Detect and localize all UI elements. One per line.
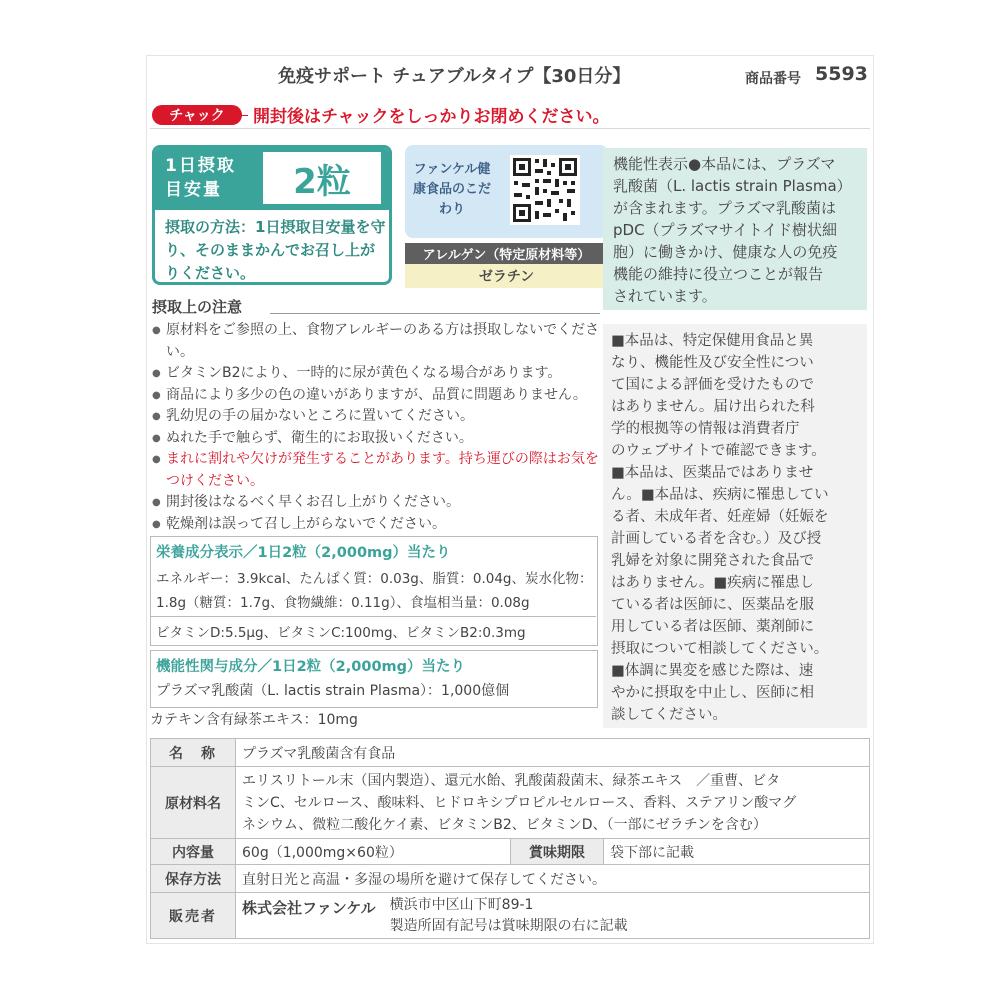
caution-item: ● ぬれた手で触らず、衛生的にお取扱いください。 (152, 428, 600, 450)
notice-line: はありません。■疾病に罹患し (611, 575, 815, 591)
qr-card-text: ファンケル健康食品のこだわり (412, 162, 491, 217)
notice-line: ■本品は、医薬品ではありませ (611, 465, 814, 481)
notice-line: ■体調に異変を感じた際は、速 (611, 663, 814, 679)
notice-line: ん。■本品は、疾病に罹患してい (611, 487, 829, 503)
notice-line: 乳婦を対象に開発された食品で (611, 553, 814, 569)
divider (150, 128, 870, 129)
notice-line: やかに摂取を中止し、医師に相 (611, 685, 814, 701)
dose-label-line2: 目安量 (165, 180, 222, 200)
ingredients-line: エリスリトール末（国内製造）、還元水飴、乳酸菌殺菌末、緑茶エキス ／重曹、ビタ (242, 772, 781, 789)
zipper-connector (240, 115, 248, 116)
notice-line: 摂取について相談してください。 (611, 641, 829, 657)
spec-value: 直射日光と高温・多湿の場所を避けて保存してください。 (236, 865, 870, 893)
caution-list (152, 320, 600, 535)
notice-line: ている者は医師に、医薬品を服 (611, 597, 814, 613)
seller-note: 製造所固有記号は賞味期限の右に記載 (389, 917, 628, 934)
function-claim-line: 機能の維持に役立つことが報告 (613, 265, 824, 283)
zipper-badge: チャック (152, 105, 242, 125)
spec-label: 内容量 (151, 839, 236, 865)
spec-ingredients (236, 767, 870, 839)
spec-label: 名 称 (151, 739, 236, 767)
dose-box (152, 145, 392, 285)
spec-value: 60g（1,000mg×60粒） (236, 839, 511, 865)
ingredients-line: ミンC、セルロース、酸味料、ヒドロキシプロピルセルロース、香料、ステアリン酸マグ (242, 794, 797, 811)
function-claim-line: 胞）に働きかけ、健康な人の免疫 (613, 243, 838, 261)
caution-title: 摂取上の注意 (152, 298, 243, 316)
nutrition-row: ビタミンD:5.5μg、ビタミンC:100mg、ビタミンB2:0.3mg (156, 625, 526, 641)
notice-line: 学的根拠等の情報は消費者庁 (611, 421, 800, 437)
spec-row-content (151, 839, 870, 865)
spec-row-name (151, 739, 870, 767)
spec-row-storage (151, 865, 870, 893)
functional-ingredient-row: カテキン含有緑茶エキス：10mg (150, 712, 358, 728)
notice-line: はありません。届け出られた科 (611, 399, 815, 415)
caution-item: ● まれに割れや欠けが発生することがあります。持ち運びの際はお気をつけください。 (152, 449, 600, 492)
dose-amount: 2粒 (263, 152, 381, 204)
allergen-heading: アレルゲン（特定原材料等） (405, 243, 608, 264)
notice-line: て国による評価を受けたもので (611, 377, 814, 393)
spec-label: 保存方法 (151, 865, 236, 893)
dose-label-line1: 1日摂取 (165, 156, 236, 176)
spec-seller (236, 893, 870, 939)
function-claim-text (613, 153, 863, 307)
spec-value: プラズマ乳酸菌含有食品 (236, 739, 870, 767)
caution-item: ● 原材料をご参照の上、食物アレルギーのある方は摂取しないでください。 (152, 320, 600, 363)
nutrition-divider (150, 616, 596, 617)
caution-item: ● 開封後はなるべく早くお召し上がりください。 (152, 492, 600, 514)
zipper-notice: 開封後はチャックをしっかりお閉めください。 (253, 107, 610, 127)
notice-line: のウェブサイトで確認できます。 (611, 443, 826, 459)
seller-address: 横浜市中区山下町89-1 (389, 896, 534, 913)
function-claim-line: 乳酸菌（L. lactis strain Plasma） (613, 177, 852, 195)
caution-underline (270, 313, 600, 314)
spec-row-seller (151, 893, 870, 939)
caution-item: ● ビタミンB2により、一時的に尿が黄色くなる場合があります。 (152, 363, 600, 385)
nutrition-row: 1.8g（糖質：1.7g、食物繊維：0.11g）、食塩相当量：0.08g (156, 595, 530, 611)
nutrition-title: 栄養成分表示／1日2粒（2,000mg）当たり (156, 545, 451, 561)
spec-label: 賞味期限 (511, 839, 604, 865)
caution-item: ● 乾燥剤は誤って召し上がらないでください。 (152, 514, 600, 536)
function-claim-line: が含まれます。プラズマ乳酸菌は (613, 199, 837, 217)
notice-line: 談してください。 (611, 707, 727, 723)
seller-company: 株式会社ファンケル (242, 898, 376, 917)
function-claim-line: pDC（プラズマサイトイド樹状細 (613, 221, 837, 239)
caution-item: ● 乳幼児の手の届かないところに置いてください。 (152, 406, 600, 428)
allergen-value: ゼラチン (405, 264, 608, 288)
notice-text (611, 330, 866, 726)
caution-item: ● 商品により多少の色の違いがありますが、品質に問題ありません。 (152, 385, 600, 407)
notice-line: る者、未成年者、妊産婦（妊娠を (611, 509, 829, 525)
notice-line: 用している者は医師、薬剤師に (611, 619, 814, 635)
notice-line: 計画している者を含む。）及び授 (611, 531, 822, 547)
ingredients-line: ネシウム、微粒二酸化ケイ素、ビタミンB2、ビタミンD、（一部にゼラチンを含む） (242, 816, 767, 833)
notice-line: なり、機能性及び安全性につい (611, 355, 814, 371)
notice-line: ■本品は、特定保健用食品と異 (611, 333, 814, 349)
spec-table (150, 738, 870, 939)
dose-header (155, 148, 389, 210)
spec-label: 原材料名 (151, 767, 236, 839)
nutrition-row: エネルギー：3.9kcal、たんぱく質：0.03g、脂質：0.04g、炭水化物： (156, 571, 593, 587)
product-title: 免疫サポート チュアブルタイプ【30日分】 (278, 66, 631, 87)
dose-label (165, 154, 255, 202)
qr-code-icon[interactable] (510, 155, 580, 225)
product-code: 5593 (815, 63, 868, 85)
functional-ingredient-title: 機能性関与成分／1日2粒（2,000mg）当たり (156, 659, 466, 675)
functional-ingredient-row: プラズマ乳酸菌（L. lactis strain Plasma）：1,000億個 (156, 683, 510, 699)
spec-row-ingredients (151, 767, 870, 839)
product-code-label: 商品番号 (745, 71, 801, 87)
function-claim-line: 機能性表示●本品には、プラズマ (613, 155, 836, 173)
intake-method: 摂取の方法：1日摂取目安量を守り、そのままかんでお召し上がりください。 (165, 218, 386, 282)
spec-label: 販売者 (151, 893, 236, 939)
spec-value: 袋下部に記載 (604, 839, 870, 865)
function-claim-line: されています。 (613, 287, 717, 305)
